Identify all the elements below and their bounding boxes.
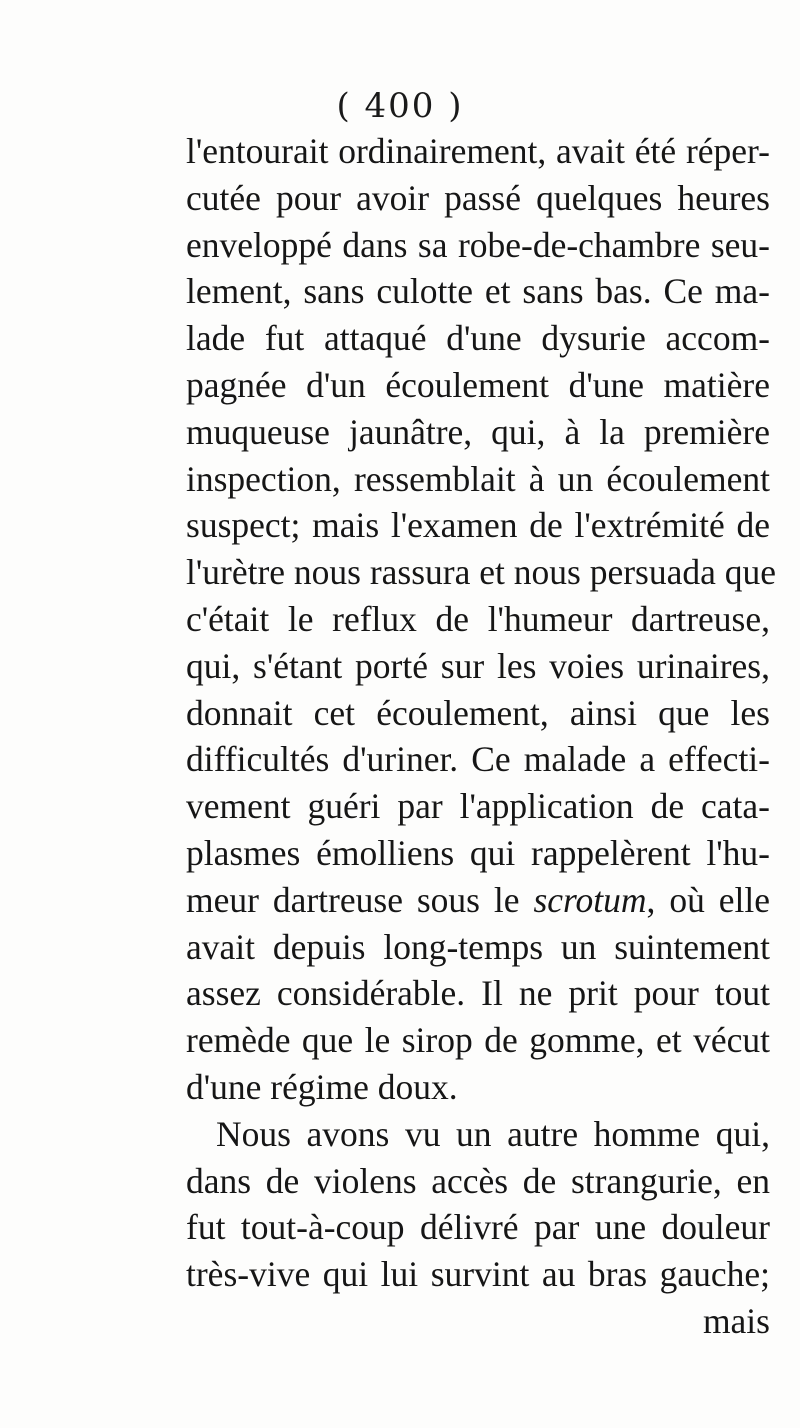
text-line: très-vive qui lui survint au bras gauche; (186, 1254, 770, 1295)
text-line: dans de violens accès de strangurie, en (186, 1160, 770, 1201)
body-text (186, 128, 776, 1345)
text-line: plasmes émolliens qui rappelèrent l'hu- (186, 832, 770, 873)
text-line: c'était le reflux de l'humeur dartreuse, (186, 598, 770, 639)
text-line: qui, s'étant porté sur les voies urinaires, (186, 645, 770, 686)
text-line: l'entourait ordinairement, avait été réper- (186, 131, 770, 171)
catchword: mais (702, 1300, 770, 1341)
page-number: ( 400 ) (336, 86, 464, 126)
text-line: Nous avons vu un autre homme qui, (216, 1113, 770, 1154)
text-line: l'urètre nous rassura et nous persuada que (186, 552, 776, 593)
text-line: enveloppé dans sa robe-de-chambre seu- (186, 224, 770, 265)
text-line: muqueuse jaunâtre, qui, à la première (186, 411, 770, 452)
text-segment: , où elle (646, 879, 770, 920)
italic-term: scrotum (533, 879, 647, 920)
text-line: suspect; mais l'examen de l'extrémité de (186, 505, 770, 546)
text-line: remède que le sirop de gomme, et vécut (186, 1020, 770, 1061)
text-line (186, 877, 770, 924)
text-line: vement guéri par l'application de cata- (186, 786, 770, 827)
text-line: inspection, ressemblait à un écoulement (186, 458, 770, 499)
text-line: fut tout-à-coup délivré par une douleur (186, 1207, 770, 1248)
text-line: cutée pour avoir passé quelques heures (186, 177, 770, 218)
text-segment: meur dartreuse sous le (186, 879, 534, 920)
text-line: avait depuis long-temps un suintement (186, 926, 770, 967)
text-line: lade fut attaqué d'une dysurie accom- (186, 318, 770, 359)
text-line: assez considérable. Il ne prit pour tout (186, 973, 770, 1014)
text-line: donnait cet écoulement, ainsi que les (186, 692, 770, 733)
text-line: d'une régime doux. (186, 1066, 458, 1107)
text-line: pagnée d'un écoulement d'une matière (186, 364, 770, 405)
text-line: difficultés d'uriner. Ce malade a effecti- (186, 739, 770, 780)
text-line: lement, sans culotte et sans bas. Ce ma- (186, 271, 770, 312)
